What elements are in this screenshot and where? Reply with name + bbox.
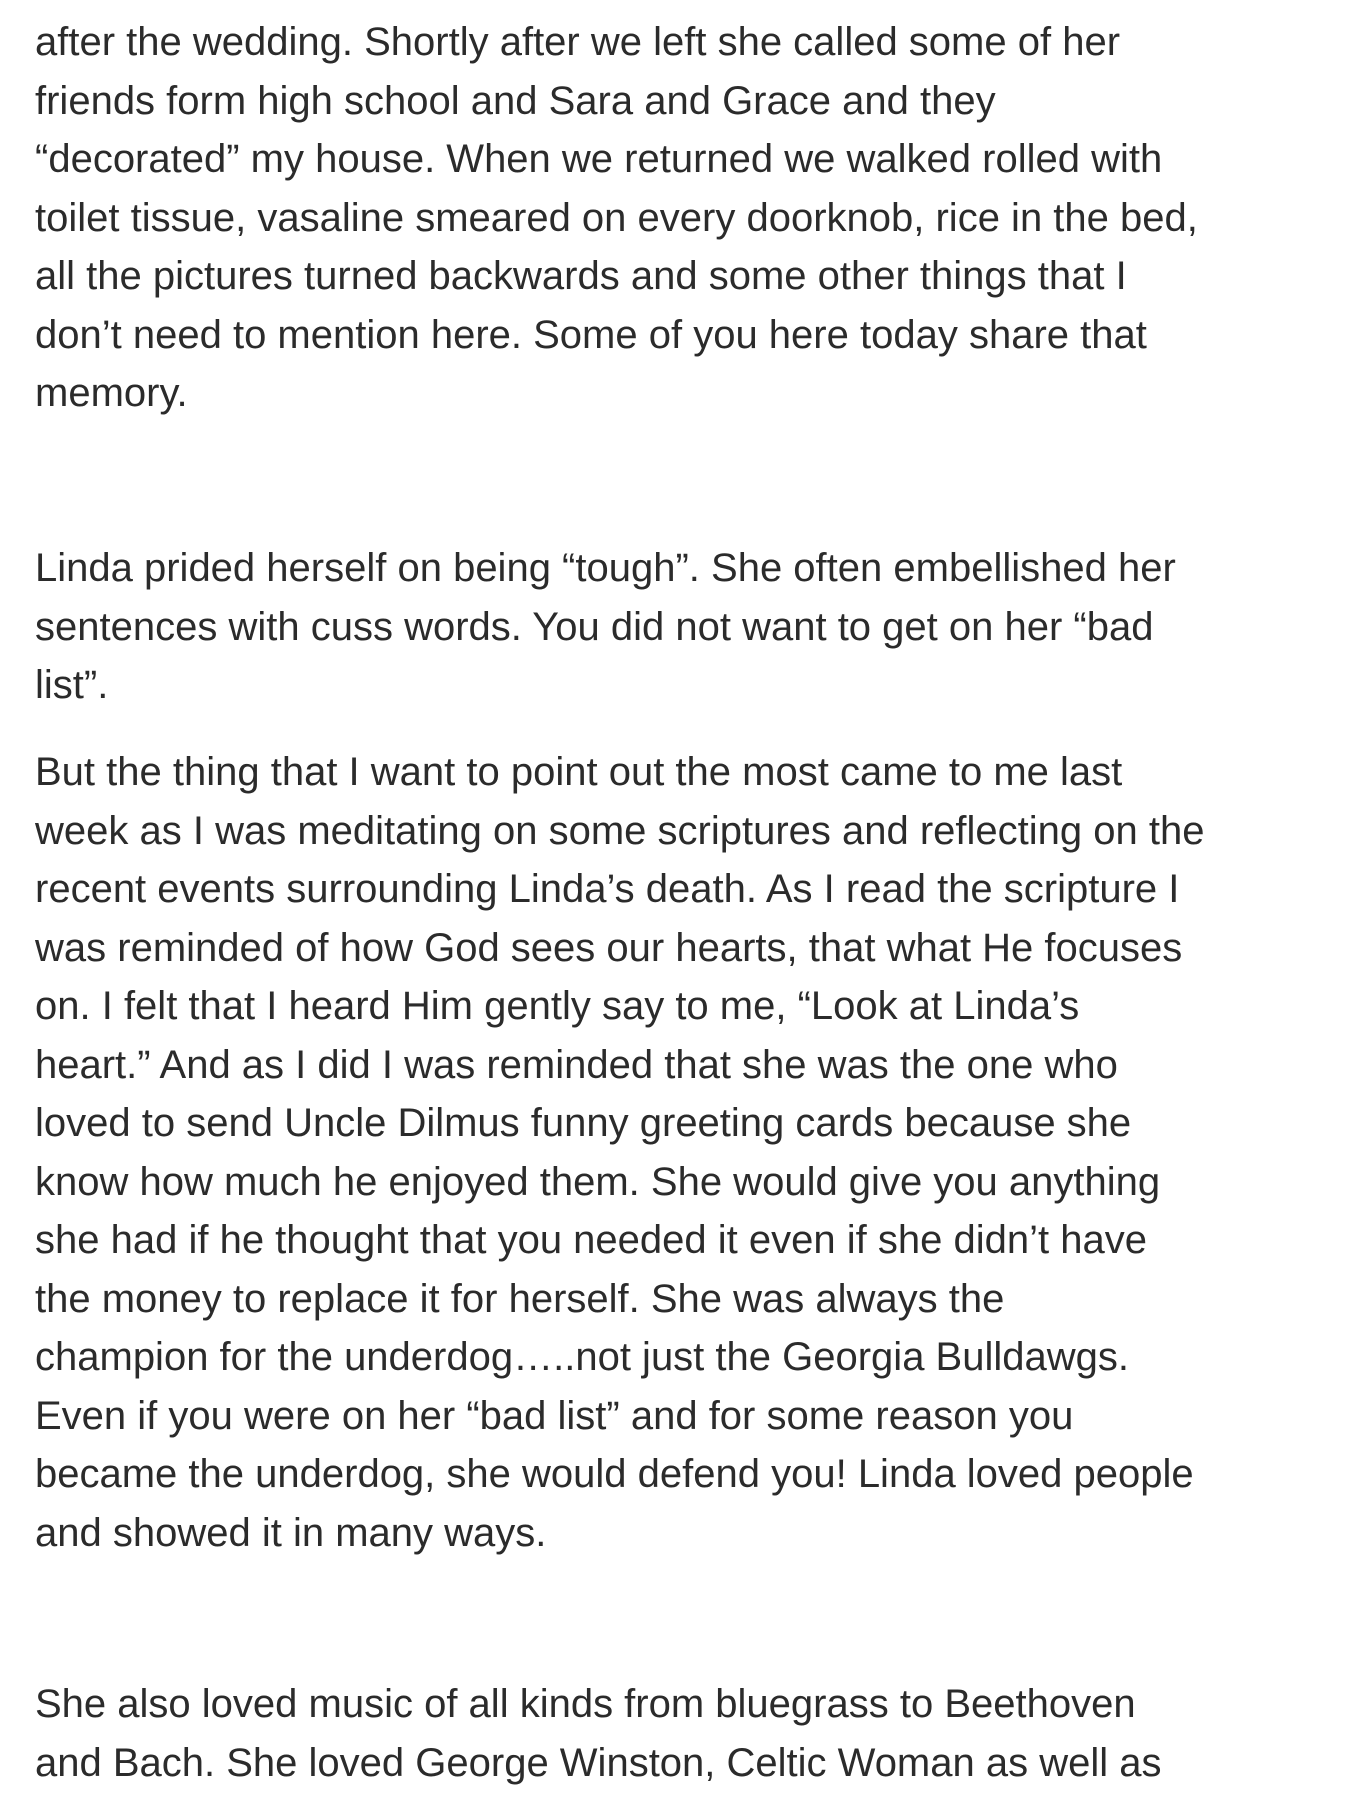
text-line: the money to replace it for herself. She was always the	[35, 1276, 1005, 1321]
text-line: week as I was meditating on some scriptures and reflecting on the	[35, 808, 1205, 853]
paragraph-music	[35, 1675, 1355, 1792]
paragraph-tough	[35, 539, 1355, 715]
text-line: friends form high school and Sara and Grace and they	[35, 78, 996, 123]
text-line: toilet tissue, vasaline smeared on every doorknob, rice in the bed,	[35, 195, 1198, 240]
text-line: on. I felt that I heard Him gently say to me, “Look at Linda’s	[35, 984, 1080, 1028]
text-line: But the thing that I want to point out the most came to me last	[35, 750, 1123, 794]
paragraph-lindas-heart	[35, 743, 1355, 1562]
text-line: became the underdog, she would defend you! Linda loved people	[35, 1452, 1194, 1496]
text-line: heart.” And as I did I was reminded that she was the one who	[35, 1042, 1118, 1087]
text-line: after the wedding. Shortly after we left she called some of her	[35, 20, 1121, 64]
text-line: all the pictures turned backwards and some other things that I	[35, 254, 1127, 298]
text-line: don’t need to mention here. Some of you here today share that	[35, 312, 1147, 357]
text-line: Linda prided herself on being “tough”. She often embellished her	[35, 546, 1176, 590]
text-line: sentences with cuss words. You did not want to get on her “bad	[35, 604, 1154, 649]
text-line: “decorated” my house. When we returned we walked rolled with	[35, 137, 1163, 181]
text-line: loved to send Uncle Dilmus funny greeting cards because she	[35, 1101, 1132, 1145]
text-line: and Bach. She loved George Winston, Celtic Woman as well as	[35, 1740, 1162, 1785]
text-line: Even if you were on her “bad list” and for some reason you	[35, 1393, 1074, 1438]
text-line: She also loved music of all kinds from bluegrass to Beethoven	[35, 1682, 1136, 1726]
text-line: know how much he enjoyed them. She would give you anything	[35, 1159, 1161, 1204]
paragraph-wedding-memory	[35, 13, 1355, 423]
text-line: recent events surrounding Linda’s death. As I read the scripture I	[35, 867, 1180, 911]
text-line: and showed it in many ways.	[35, 1510, 547, 1555]
text-line: was reminded of how God sees our hearts, that what He focuses	[35, 925, 1183, 970]
text-line: memory.	[35, 371, 188, 415]
text-line: champion for the underdog…..not just the Georgia Bulldawgs.	[35, 1335, 1129, 1379]
text-line: she had if he thought that you needed it even if she didn’t have	[35, 1218, 1147, 1262]
text-line: list”.	[35, 663, 109, 707]
